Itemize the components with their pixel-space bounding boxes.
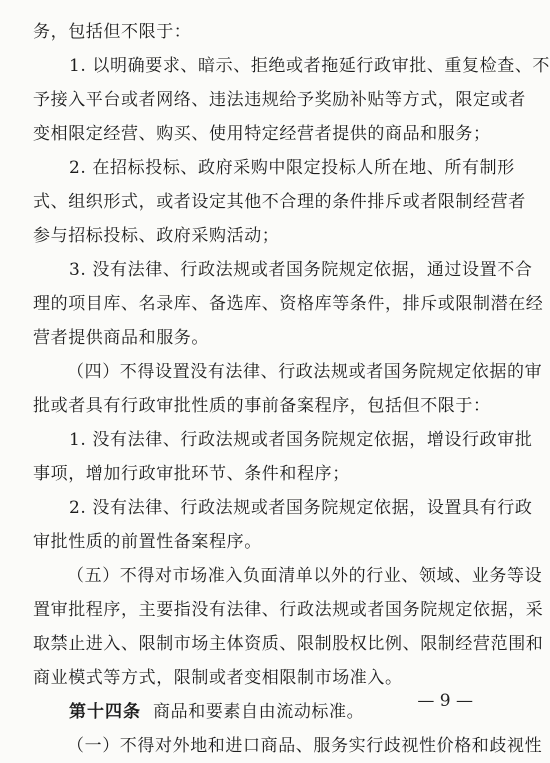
- text-line: （五）不得对市场准入负面清单以外的行业、领域、业务等设: [67, 566, 543, 586]
- text-line: 置审批程序，主要指没有法律、行政法规或者国务院规定依据，采: [33, 600, 544, 620]
- text-line: （一）不得对外地和进口商品、服务实行歧视性价格和歧视性: [67, 736, 543, 756]
- text-line: （四）不得设置没有法律、行政法规或者国务院规定依据的审: [67, 362, 543, 382]
- text-line: 审批性质的前置性备案程序。: [33, 532, 262, 552]
- article-title: 商品和要素自由流动标准。: [153, 702, 365, 722]
- text-line: 事项，增加行政审批环节、条件和程序；: [33, 464, 350, 484]
- text-line: 予接入平台或者网络、违法违规给予奖励补贴等方式，限定或者: [33, 90, 526, 110]
- text-line: 3. 没有法律、行政法规或者国务院规定依据，通过设置不合: [69, 260, 533, 280]
- article-number: 第十四条: [69, 702, 141, 722]
- text-line: 变相限定经营、购买、使用特定经营者提供的商品和服务；: [33, 124, 491, 144]
- text-line: 批或者具有行政审批性质的事前备案程序，包括但不限于：: [33, 396, 491, 416]
- text-line: 2. 没有法律、行政法规或者国务院规定依据，设置具有行政: [69, 498, 533, 518]
- text-line: 商业模式等方式，限制或者变相限制市场准入。: [33, 668, 403, 688]
- text-line: 2. 在招标投标、政府采购中限定投标人所在地、所有制形: [69, 158, 515, 178]
- text-line: 取禁止进入、限制市场主体资质、限制股权比例、限制经营范围和: [33, 634, 544, 654]
- text-line: 参与招标投标、政府采购活动；: [33, 226, 280, 246]
- body-text: [33, 15, 550, 763]
- page-number: — 9 —: [417, 691, 473, 711]
- text-line: 1. 以明确要求、暗示、拒绝或者拖延行政审批、重复检查、不: [69, 56, 550, 76]
- text-line: 务，包括但不限于：: [33, 22, 192, 42]
- text-line: 理的项目库、名录库、备选库、资格库等条件，排斥或限制潜在经: [33, 294, 544, 314]
- text-line: 营者提供商品和服务。: [33, 328, 209, 348]
- text-line: 式、组织形式，或者设定其他不合理的条件排斥或者限制经营者: [33, 192, 526, 212]
- text-line: 1. 没有法律、行政法规或者国务院规定依据，增设行政审批: [69, 430, 533, 450]
